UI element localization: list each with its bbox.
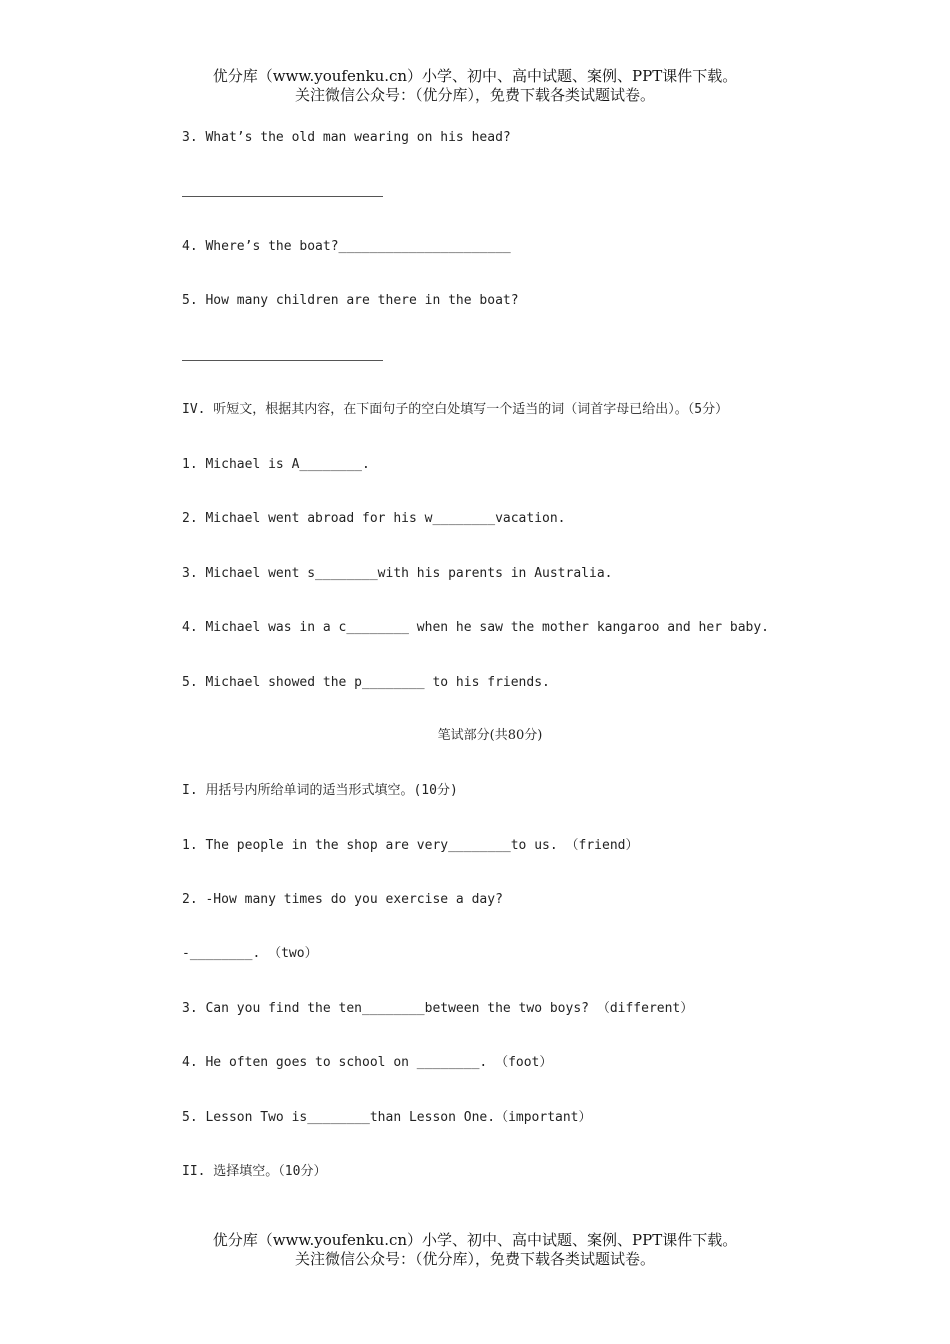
list-item: 2. Michael went abroad for his w________vacation. <box>182 511 566 526</box>
header-line-2: 关注微信公众号：（优分库），免费下载各类试题试卷。 <box>294 86 655 104</box>
list-item: 3. Michael went s________with his parents in Australia. <box>182 566 613 581</box>
footer-line-1: 优分库（www.youfenku.cn）小学、初中、高中试题、案例、PPT课件下载。 <box>212 1231 738 1249</box>
written-section-1-title: I. 用括号内所给单词的适当形式填空。(10分) <box>182 783 458 798</box>
question-4: 4. Where’s the boat?______________________ <box>182 239 511 254</box>
written-question-1: 1. The people in the shop are very________to us. （friend） <box>182 838 639 853</box>
question-3: 3. What’s the old man wearing on his head? <box>182 130 511 145</box>
list-item: 4. Michael was in a c________ when he saw the mother kangaroo and her baby. <box>182 620 769 635</box>
answer-line-3 <box>182 196 383 197</box>
written-question-3: 3. Can you find the ten________between the two boys? （different） <box>182 1001 694 1016</box>
footer-line-2: 关注微信公众号：（优分库），免费下载各类试题试卷。 <box>294 1250 655 1268</box>
header-line-1: 优分库（www.youfenku.cn）小学、初中、高中试题、案例、PPT课件下载。 <box>212 67 738 85</box>
section-4-title: IV. 听短文，根据其内容，在下面句子的空白处填写一个适当的词（词首字母已给出）。（5分） <box>182 402 729 417</box>
written-question-2-answer: -________. （two） <box>182 946 318 961</box>
written-section-2-title: II. 选择填空。（10分） <box>182 1164 327 1179</box>
question-5: 5. How many children are there in the boat? <box>182 293 519 308</box>
list-item: 1. Michael is A________. <box>182 457 370 472</box>
written-question-2: 2. -How many times do you exercise a day? <box>182 892 503 907</box>
written-question-5: 5. Lesson Two is________than Lesson One.（important） <box>182 1110 592 1125</box>
answer-line-5 <box>182 360 383 361</box>
written-question-4: 4. He often goes to school on ________. （foot） <box>182 1055 553 1070</box>
list-item: 5. Michael showed the p________ to his friends. <box>182 675 550 690</box>
written-part-heading: 笔试部分(共80分) <box>437 728 543 743</box>
